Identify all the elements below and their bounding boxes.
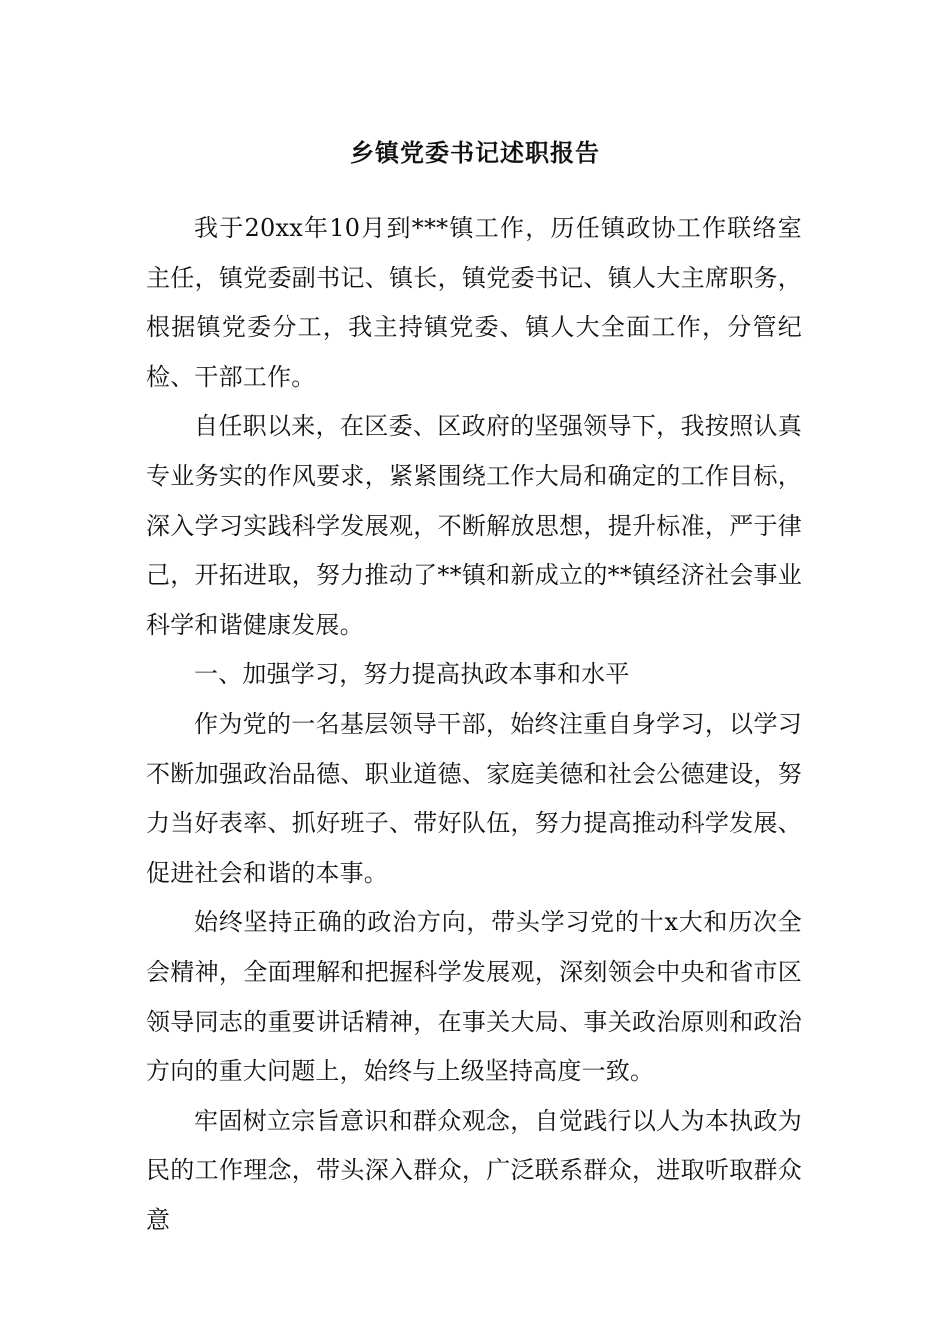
- section-heading: 一、加强学习，努力提高执政本事和水平: [194, 660, 630, 689]
- paragraph: 自任职以来，在区委、区政府的坚强领导下，我按照认真专业务实的作风要求，紧紧围绕工作大局和确定的工作目标，深入学习实践科学发展观，不断解放思想，提升标准，严于律己，开拓进取，努力推动了**镇和新成立的**镇经济社会事业科学和谐健康发展。: [146, 412, 802, 639]
- document-title: 乡镇党委书记述职报告: [350, 138, 600, 167]
- paragraph: 牢固树立宗旨意识和群众观念，自觉践行以人为本执政为民的工作理念，带头深入群众，广泛联系群众，进取听取群众意: [146, 1106, 802, 1234]
- paragraph: 作为党的一名基层领导干部，始终注重自身学习，以学习不断加强政治品德、职业道德、家庭美德和社会公德建设，努力当好表率、抓好班子、带好队伍，努力提高推动科学发展、促进社会和谐的本事。: [146, 709, 802, 887]
- paragraph: 我于20xx年10月到***镇工作，历任镇政协工作联络室主任，镇党委副书记、镇长，镇党委书记、镇人大主席职务，根据镇党委分工，我主持镇党委、镇人大全面工作，分管纪检、干部工作。: [146, 214, 802, 391]
- document-body: [146, 204, 802, 1245]
- paragraph: 始终坚持正确的政治方向，带头学习党的十x大和历次全会精神，全面理解和把握科学发展观，深刻领会中央和省市区领导同志的重要讲话精神，在事关大局、事关政治原则和政治方向的重大问题上，始终与上级坚持高度一致。: [146, 908, 802, 1086]
